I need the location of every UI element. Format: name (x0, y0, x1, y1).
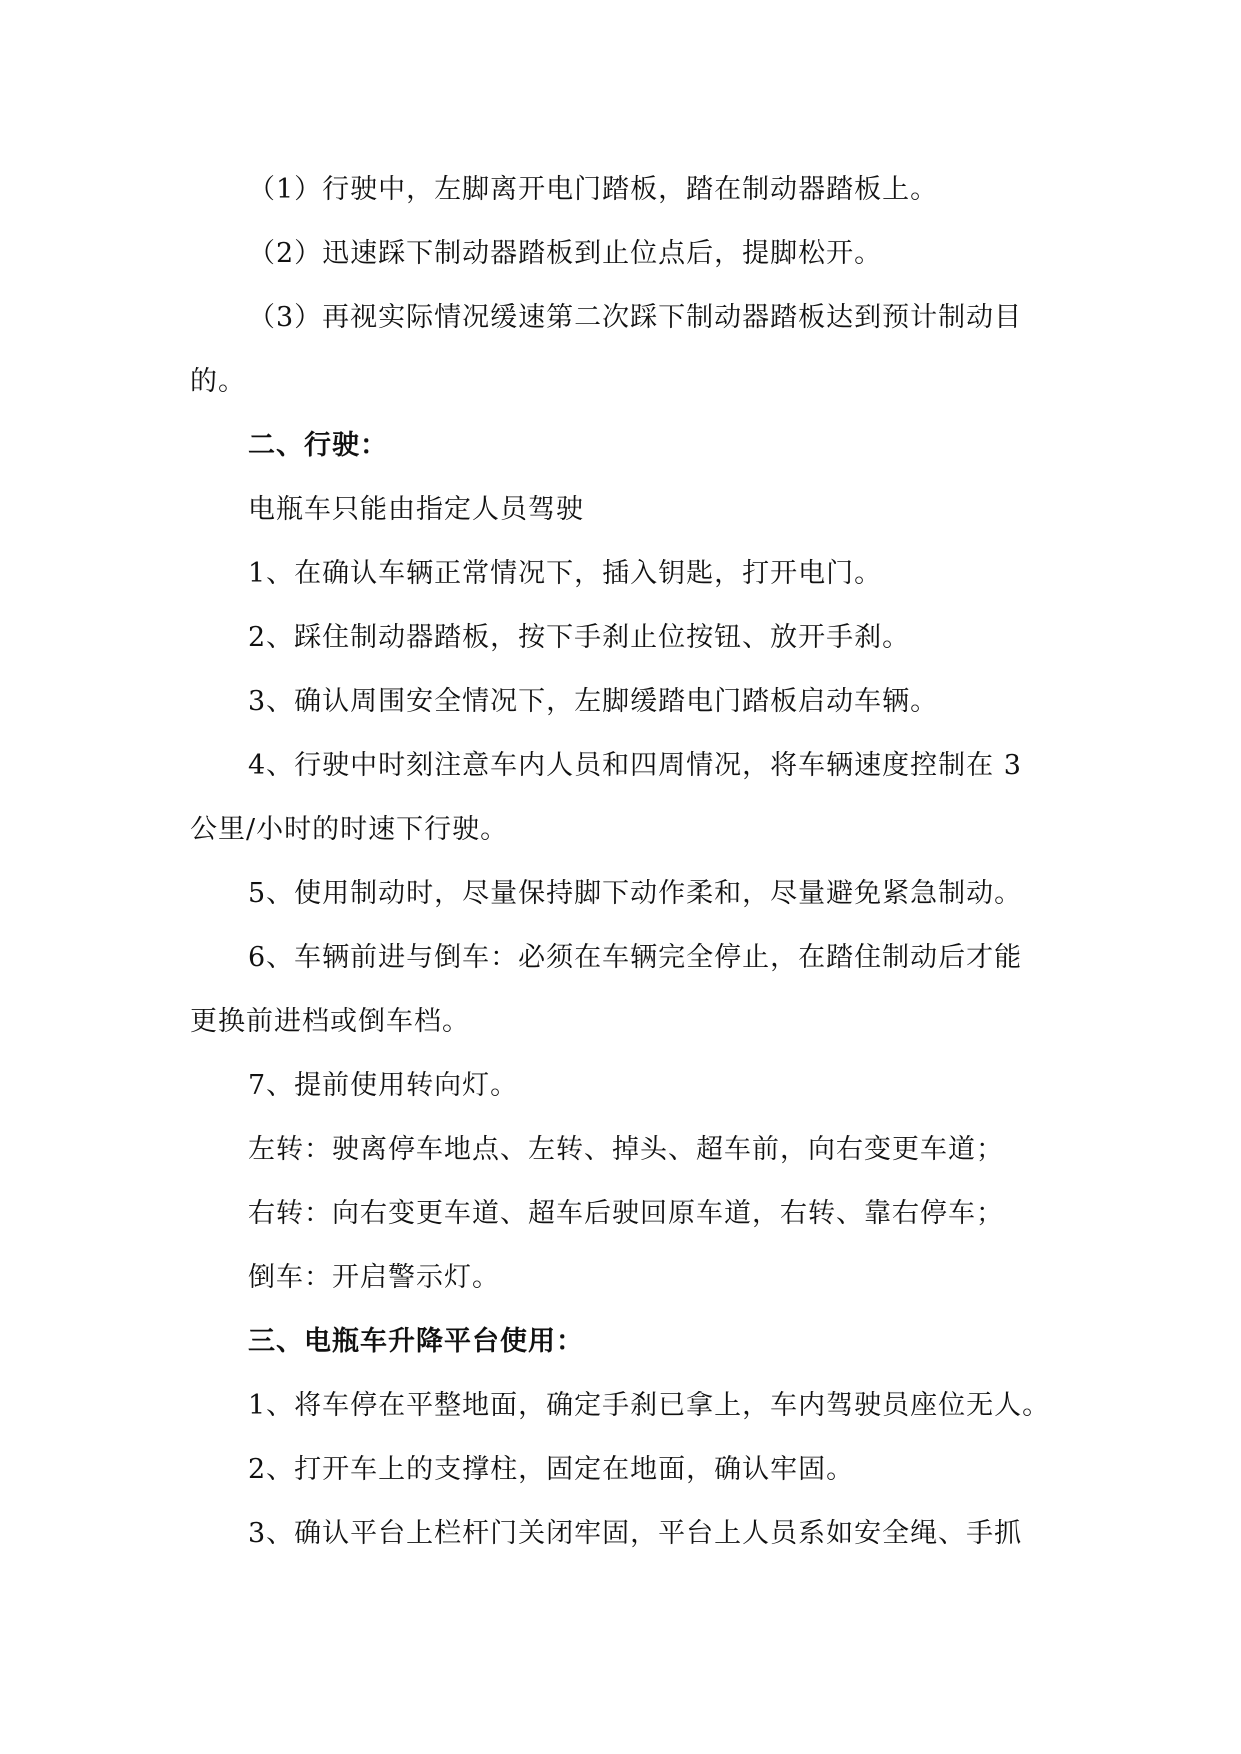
paragraph-line: （1）行驶中，左脚离开电门踏板，踏在制动器踏板上。 (248, 174, 939, 205)
paragraph-line: （2）迅速踩下制动器踏板到止位点后，提脚松开。 (248, 238, 883, 269)
paragraph-line: 7、提前使用转向灯。 (248, 1070, 519, 1101)
paragraph-line: 1、在确认车辆正常情况下，插入钥匙，打开电门。 (248, 558, 883, 589)
paragraph-line: 电瓶车只能由指定人员驾驶 (248, 494, 584, 525)
paragraph-line: 左转：驶离停车地点、左转、掉头、超车前，向右变更车道； (248, 1134, 1004, 1165)
paragraph-line: 右转：向右变更车道、超车后驶回原车道，右转、靠右停车； (248, 1198, 1004, 1229)
paragraph-line: 6、车辆前进与倒车：必须在车辆完全停止，在踏住制动后才能 (248, 942, 1023, 973)
paragraph-line: 2、踩住制动器踏板，按下手刹止位按钮、放开手刹。 (248, 622, 911, 653)
section-heading: 二、行驶： (248, 430, 388, 461)
paragraph-line: （3）再视实际情况缓速第二次踩下制动器踏板达到预计制动目 (248, 302, 1023, 333)
section-heading: 三、电瓶车升降平台使用： (248, 1326, 584, 1357)
paragraph-line: 倒车：开启警示灯。 (248, 1262, 500, 1293)
paragraph-line: 3、确认周围安全情况下，左脚缓踏电门踏板启动车辆。 (248, 686, 939, 717)
paragraph-line: 3、确认平台上栏杆门关闭牢固，平台上人员系如安全绳、手抓 (248, 1518, 1023, 1549)
paragraph-line: 公里/小时的时速下行驶。 (190, 814, 509, 845)
paragraph-line: 更换前进档或倒车档。 (190, 1006, 470, 1037)
paragraph-line: 的。 (190, 366, 246, 397)
paragraph-line: 4、行驶中时刻注意车内人员和四周情况，将车辆速度控制在 3 (248, 750, 1022, 781)
paragraph-line: 2、打开车上的支撑柱，固定在地面，确认牢固。 (248, 1454, 855, 1485)
document-body (190, 158, 1070, 1566)
paragraph-line: 5、使用制动时，尽量保持脚下动作柔和，尽量避免紧急制动。 (248, 878, 1023, 909)
paragraph-line: 1、将车停在平整地面，确定手刹已拿上，车内驾驶员座位无人。 (248, 1390, 1051, 1421)
